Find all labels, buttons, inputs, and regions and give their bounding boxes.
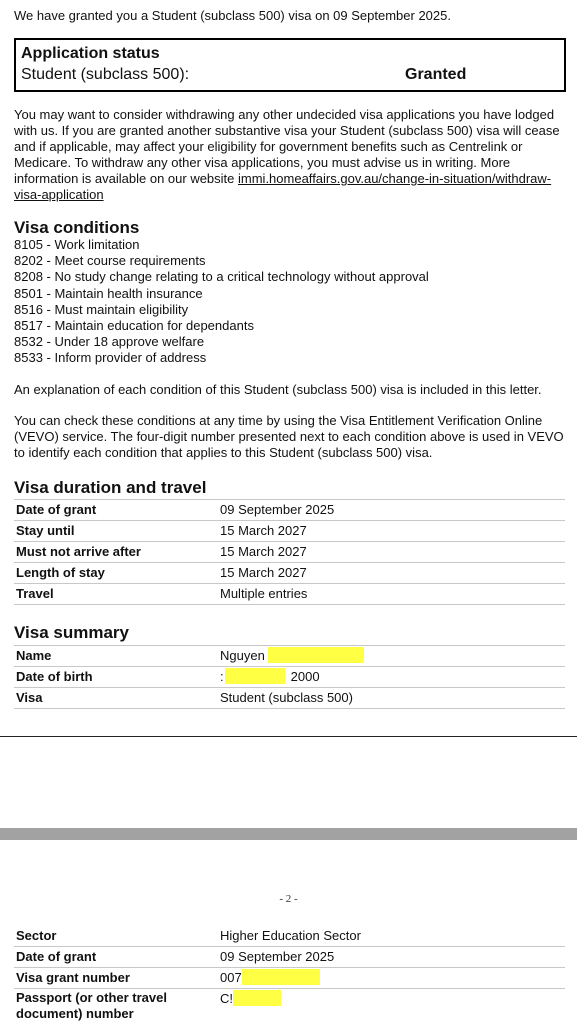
conditions-list [14, 237, 429, 367]
dob-label: Date of birth [16, 669, 93, 684]
conditions-title: Visa conditions [14, 218, 140, 237]
table-row [14, 584, 565, 605]
condition-item: 8532 - Under 18 approve welfare [14, 334, 205, 350]
row-value: 15 March 2027 [220, 565, 307, 580]
duration-table [14, 499, 565, 605]
row-label: Stay until [16, 523, 75, 538]
name-value [220, 646, 364, 666]
page-1-bottom-margin [0, 737, 577, 828]
passport-value [220, 989, 281, 1009]
table-row [14, 688, 565, 709]
page2-table [14, 926, 565, 1023]
page-number: - 2 - [279, 893, 298, 905]
condition-item: 8501 - Maintain health insurance [14, 285, 203, 301]
dob-value [220, 667, 320, 687]
duration-title: Visa duration and travel [14, 478, 207, 497]
name-text: Nguyen [220, 648, 265, 663]
status-label: Student (subclass 500): [21, 66, 190, 83]
table-row [14, 646, 565, 667]
redaction-mark [268, 647, 364, 663]
row-label: Length of stay [16, 565, 105, 580]
conditions-explanation: An explanation of each condition of this Student (subclass 500) visa is included in this letter. [14, 382, 542, 397]
sector-label: Sector [16, 928, 57, 943]
status-row [21, 64, 559, 86]
name-label: Name [16, 648, 52, 663]
redaction-mark [242, 969, 320, 985]
condition-item: 8517 - Maintain education for dependants [14, 318, 254, 334]
grant-number-value [220, 968, 320, 988]
passport-label: Passport (or other travel document) number [16, 990, 167, 1021]
condition-item: 8202 - Meet course requirements [14, 253, 206, 269]
table-row [14, 989, 565, 1023]
passport-prefix: C! [220, 991, 233, 1006]
table-row [14, 926, 565, 947]
withdraw-link[interactable]: immi.homeaffairs.gov.au/change-in-situation/withdraw-visa-application [14, 171, 552, 202]
table-row [14, 968, 565, 989]
table-row [14, 521, 565, 542]
row-label: Must not arrive after [16, 544, 141, 559]
grant-number-label: Visa grant number [16, 970, 130, 985]
redaction-mark [233, 990, 281, 1006]
row-value: Multiple entries [220, 586, 308, 601]
dob-prefix: : [220, 669, 224, 684]
row-value: 15 March 2027 [220, 523, 307, 538]
condition-item: 8533 - Inform provider of address [14, 350, 207, 366]
status-title: Application status [21, 45, 160, 62]
table-row [14, 500, 565, 521]
summary-title: Visa summary [14, 623, 129, 642]
vevo-paragraph: You can check these conditions at any time by using the Visa Entitlement Verification Online (VEVO) service. The four-digit number presented next to each condition above is used in VEVO to identify each condition that applies to this Student (subclass 500) visa. [14, 413, 564, 460]
grant-number-prefix: 007 [220, 970, 242, 985]
table-row [14, 542, 565, 563]
condition-item: 8516 - Must maintain eligibility [14, 301, 189, 317]
grant-date-value: 09 September 2025 [220, 949, 335, 964]
table-row [14, 667, 565, 688]
condition-item: 8208 - No study change relating to a critical technology without approval [14, 269, 429, 285]
status-value: Granted [405, 66, 467, 83]
grant-date-label: Date of grant [16, 949, 97, 964]
visa-value: Student (subclass 500) [220, 690, 353, 705]
withdraw-paragraph [14, 107, 564, 203]
application-status-box [14, 38, 566, 92]
sector-value: Higher Education Sector [220, 928, 361, 943]
visa-label: Visa [16, 690, 43, 705]
row-label: Date of grant [16, 502, 97, 517]
row-label: Travel [16, 586, 54, 601]
redaction-mark [225, 668, 285, 684]
dob-year: 2000 [290, 669, 320, 684]
table-row [14, 947, 565, 968]
withdraw-text: You may want to consider withdrawing any other undecided visa applications you have lodged with us. If you are granted another substantive visa your Student (subclass 500) visa will cease and if applicable, may affect your eligibility for government benefits such as Centrelink or Medicare. To withdraw any other visa applications, you must advise us in writing. More information is available on our website [14, 107, 560, 186]
row-value: 09 September 2025 [220, 502, 335, 517]
condition-item: 8105 - Work limitation [14, 237, 140, 252]
table-row [14, 563, 565, 584]
summary-table [14, 645, 565, 709]
row-value: 15 March 2027 [220, 544, 307, 559]
page-separator [0, 828, 577, 840]
grant-intro: We have granted you a Student (subclass 500) visa on 09 September 2025. [14, 8, 451, 23]
